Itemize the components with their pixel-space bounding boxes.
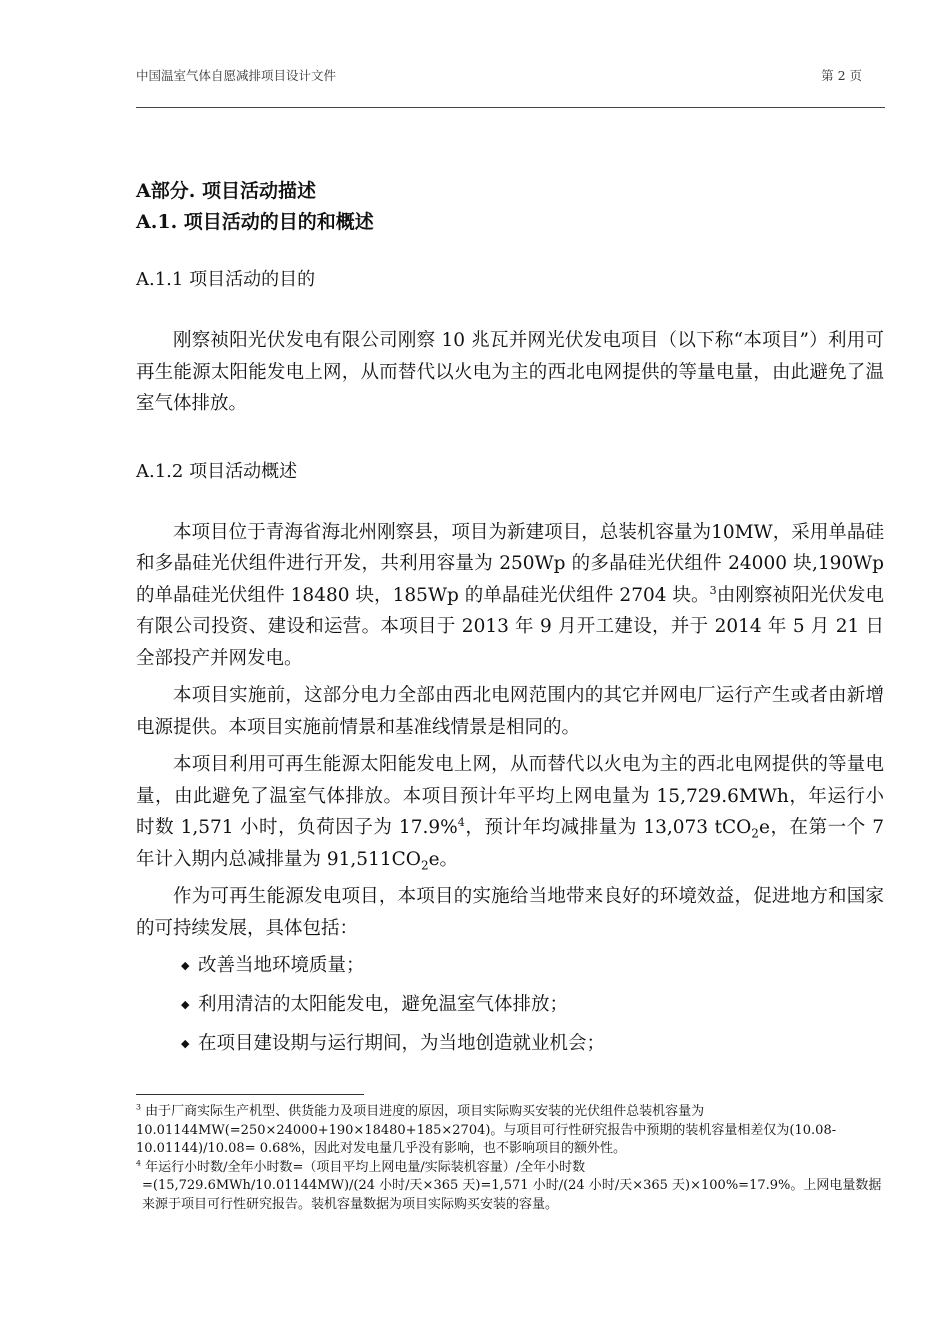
list-item [136, 946, 884, 985]
footnote-3-text: 由于厂商实际生产机型、供货能力及项目进度的原因，项目实际购买安装的光伏组件总装机容量为10.01144MW(=250×24000+190×18480+185×2704)。与项目可行性研究报告中预期的装机容量相差仅为(10.08-10.01144)/10.08= 0.68%，因此对发电量几乎没有影响，也不影响项目的额外性。 [136, 1104, 837, 1156]
footnote-4-text: 年运行小时数/全年小时数=（项目平均上网电量/实际装机容量）/全年小时数 [140, 1159, 586, 1175]
overview-paragraph-1 [136, 517, 884, 675]
header-divider [136, 107, 885, 108]
overview-paragraph-3 [136, 749, 884, 875]
document-title: 中国温室气体自愿减排项目设计文件 [136, 68, 337, 83]
footnote-4 [136, 1159, 884, 1178]
diamond-bullet-icon: ◆ [181, 998, 190, 1011]
page-header [136, 66, 884, 88]
p3-text-c: e，在第一个 7 年计入期内总减排量为 91,511CO [136, 817, 884, 870]
list-item-text: 在项目建设期与运行期间，为当地创造就业机会； [198, 1033, 606, 1054]
a11-paragraph: 刚察祯阳光伏发电有限公司刚察 10 兆瓦并网光伏发电项目（以下称“本项目”）利用可再生能源太阳能发电上网，从而替代以火电为主的西北电网提供的等量电量，由此避免了温室气体排放。 [136, 330, 884, 414]
footnote-ref-3: 3 [709, 583, 717, 597]
overview-paragraph-4: 作为可再生能源发电项目，本项目的实施给当地带来良好的环境效益，促进地方和国家的可持续发展，具体包括： [136, 886, 884, 939]
diamond-bullet-icon: ◆ [181, 1037, 190, 1050]
list-item [136, 985, 884, 1024]
list-item [136, 1024, 884, 1063]
main-content [136, 176, 884, 1063]
footnote-4-number: 4 [136, 1158, 141, 1168]
footnote-divider [136, 1094, 364, 1095]
footnote-ref-4: 4 [457, 815, 465, 829]
p3-text-d: e。 [428, 848, 459, 870]
footnote-3-number: 3 [136, 1102, 141, 1112]
overview-paragraph-2: 本项目实施前，这部分电力全部由西北电网范围内的其它并网电厂运行产生或者由新增电源提供。本项目实施前情景和基准线情景是相同的。 [136, 685, 884, 738]
p1-text-a: 本项目位于青海省海北州刚察县，项目为新建项目，总装机容量为10MW，采用单晶硅和多晶硅光伏组件进行开发，共利用容量为 250Wp 的多晶硅光伏组件 24000 块,190Wp 的单晶硅光伏组件 18480 块，185Wp 的单晶硅光伏组件 2704 块。 [136, 521, 884, 606]
benefits-list [136, 946, 884, 1063]
p3-text-a: 本项目利用可再生能源太阳能发电上网，从而替代以火电为主的西北电网提供的等量电量，由此避免了温室气体排放。本项目预计年平均上网电量为 15,729.6MWh，年运行小时数 1,571 小时，负荷因子为 17.9% [136, 754, 884, 838]
list-item-text: 改善当地环境质量； [198, 955, 365, 976]
footnotes [136, 1103, 884, 1214]
co2-subscript: 2 [751, 826, 759, 841]
part-a-heading: A部分. 项目活动描述 [136, 180, 316, 202]
section-a11-heading: A.1.1 项目活动的目的 [136, 269, 316, 290]
p1-text-b: 由刚察祯阳光伏发电有限公司投资、建设和运营。本项目于 2013 年 9 月开工建设，并于 2014 年 5 月 21 日全部投产并网发电。 [136, 584, 884, 669]
list-item-text: 利用清洁的太阳能发电，避免温室气体排放； [198, 994, 569, 1015]
section-a12-heading: A.1.2 项目活动概述 [136, 460, 298, 482]
p3-text-b: ，预计年均减排量为 13,073 tCO [464, 817, 752, 838]
diamond-bullet-icon: ◆ [181, 959, 190, 972]
section-a1-heading: A.1. 项目活动的目的和概述 [136, 211, 374, 233]
page-number: 第 2 页 [821, 68, 862, 83]
co2-subscript: 2 [420, 858, 429, 873]
footnote-3 [136, 1103, 884, 1159]
footnote-4-continuation: =(15,729.6MWh/10.01144MW)/(24 小时/天×365 天)=1,571 小时/(24 小时/天×365 天)×100%=17.9%。上网电量数据来源于项目可行性研究报告。装机容量数据为项目实际购买安装的容量。 [142, 1178, 882, 1212]
